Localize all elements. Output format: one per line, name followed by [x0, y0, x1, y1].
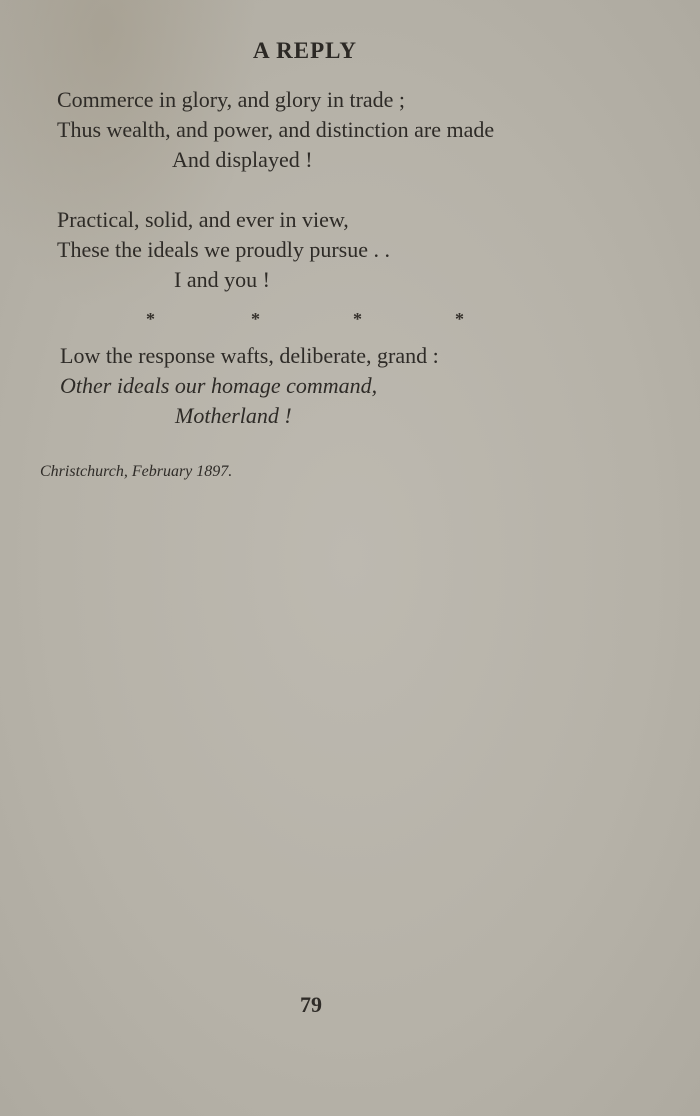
poem-title: A REPLY — [253, 38, 357, 63]
asterisk-ornament: * — [251, 309, 260, 329]
asterisk-ornament: * — [455, 309, 464, 329]
poem-line: Commerce in glory, and glory in trade ; — [57, 87, 406, 112]
poem-line: Low the response wafts, deliberate, grand : — [60, 343, 439, 368]
page-number: 79 — [300, 992, 322, 1017]
poem-line: These the ideals we proudly pursue . . — [57, 237, 390, 262]
poem-line: I and you ! — [174, 267, 270, 292]
poem-line-italic: Motherland ! — [175, 403, 292, 428]
poem-line-italic: Other ideals our homage command, — [60, 373, 378, 398]
poem-line: Thus wealth, and power, and distinction are made — [57, 117, 495, 142]
dateline: Christchurch, February 1897. — [40, 463, 233, 480]
asterisk-ornament: * — [146, 309, 155, 329]
poem-line: Practical, solid, and ever in view, — [57, 207, 349, 232]
poem-line: And displayed ! — [172, 147, 313, 172]
asterisk-ornament: * — [353, 309, 362, 329]
